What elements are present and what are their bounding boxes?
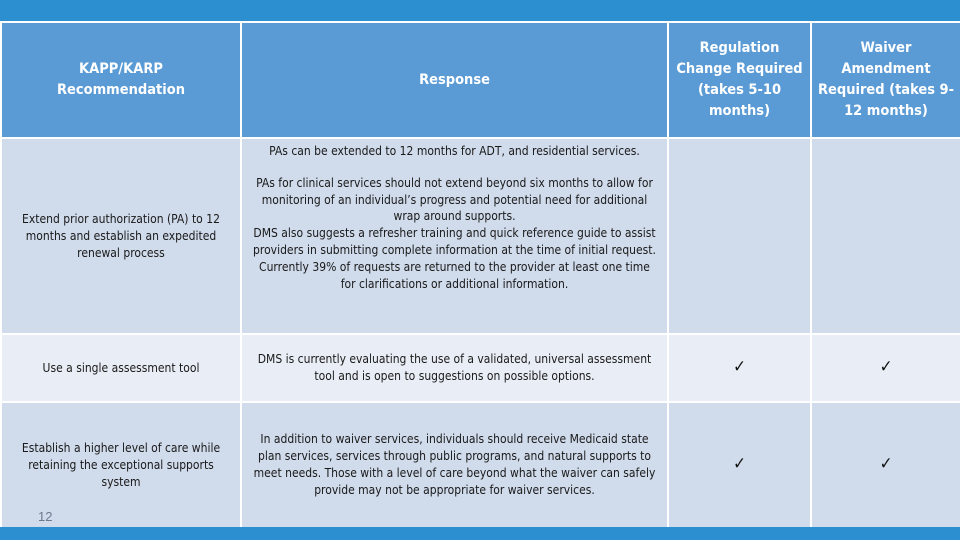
- response-cell: [241, 138, 668, 334]
- header-waiver-amendment: Waiver Amendment Required (takes 9-12 months): [811, 22, 960, 138]
- waiver-check-cell: [811, 138, 960, 334]
- response-cell: In addition to waiver services, individuals should receive Medicaid state plan services, services through public programs, and natural supports to meet needs. Those with a level of care beyond what the waiver can safely provide may not be appropriate for waiver services.: [241, 402, 668, 528]
- header-response: Response: [241, 22, 668, 138]
- recommendation-cell: Use a single assessment tool: [1, 334, 241, 402]
- table-header-row: [1, 22, 960, 138]
- recommendation-table: [0, 21, 960, 529]
- header-recommendation: KAPP/KARP Recommendation: [1, 22, 241, 138]
- response-extra-text: DMS also suggests a refresher training and quick reference guide to assist providers in submitting complete information at the time of initial request. Currently 39% of requests are returned to the provider at least one time for clarifications or additional information.: [253, 226, 656, 291]
- top-accent-bar: [0, 0, 960, 21]
- regulation-check-icon: ✓: [733, 357, 746, 377]
- recommendation-cell: Establish a higher level of care while retaining the exceptional supports system: [1, 402, 241, 528]
- table-row: [1, 334, 960, 402]
- header-regulation-change: Regulation Change Required (takes 5-10 months): [668, 22, 811, 138]
- response-cell: DMS is currently evaluating the use of a validated, universal assessment tool and is open to suggestions on possible options.: [241, 334, 668, 402]
- waiver-check-icon: ✓: [879, 357, 893, 377]
- regulation-check-cell: [668, 138, 811, 334]
- waiver-check-cell: [811, 334, 960, 402]
- regulation-check-cell: [668, 402, 811, 528]
- waiver-check-icon: ✓: [879, 454, 893, 474]
- recommendation-table-container: [0, 21, 960, 527]
- response-main-text: PAs for clinical services should not extend beyond six months to allow for monitoring of an individual’s progress and potential need for additional wrap around supports.: [256, 175, 653, 224]
- regulation-check-icon: ✓: [733, 454, 746, 474]
- waiver-check-cell: [811, 402, 960, 528]
- page-number: 12: [38, 509, 53, 524]
- table-row: [1, 138, 960, 334]
- regulation-check-cell: [668, 334, 811, 402]
- response-top-note: PAs can be extended to 12 months for ADT, and residential services.: [269, 144, 640, 158]
- bottom-accent-bar: [0, 527, 960, 540]
- recommendation-cell: Extend prior authorization (PA) to 12 months and establish an expedited renewal process: [1, 138, 241, 334]
- table-row: [1, 402, 960, 528]
